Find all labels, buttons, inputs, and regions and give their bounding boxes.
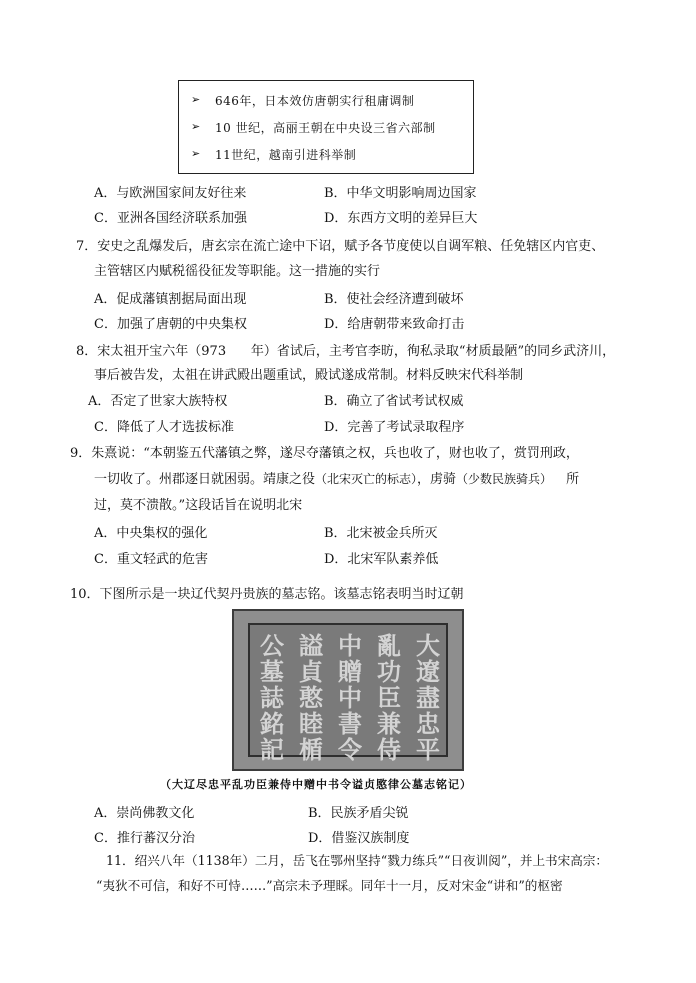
q7-option-a[interactable]: A．促成藩镇割据局面出现 <box>94 292 247 307</box>
q8-stem-line-2: 事后被告发，太祖在讲武殿出题重试，殿试遂成常制。材料反映宋代科举制 <box>94 368 524 383</box>
q11-stem-line-2: “夷狄不可信，和好不可恃……”高宗未予理睬。同年十一月，反对宋金“讲和”的枢密 <box>96 878 563 893</box>
inscription-column-1: 大遼盡忠平 <box>416 631 440 764</box>
q10-option-a[interactable]: A．崇尚佛教文化 <box>94 806 195 821</box>
q9-option-b[interactable]: B．北宋被金兵所灭 <box>324 526 438 541</box>
box-item-3: 11世纪，越南引进科举制 <box>215 148 357 162</box>
q10-option-c[interactable]: C．推行蕃汉分治 <box>94 831 195 846</box>
inscription-column-3: 中贈中書令 <box>338 631 362 764</box>
q10-option-b[interactable]: B．民族矛盾尖锐 <box>308 806 409 821</box>
epitaph-inscription-panel <box>248 623 448 764</box>
q8-option-c[interactable]: C．降低了人才选拔标准 <box>94 420 234 435</box>
q7-option-d[interactable]: D．给唐朝带来致命打击 <box>324 317 465 332</box>
q6-option-c[interactable]: C．亚洲各国经济联系加强 <box>94 211 247 226</box>
epitaph-stone-image <box>232 609 464 771</box>
q6-option-d[interactable]: D．东西方文明的差异巨大 <box>324 211 478 226</box>
q9-stem-line-1: 9．朱熹说：“本朝鉴五代藩镇之弊，遂尽夺藩镇之权，兵也收了，财也收了，赏罚刑政， <box>70 446 579 461</box>
q7-stem-line-1: 7．安史之乱爆发后，唐玄宗在流亡途中下诏，赋予各节度使以自调军粮、任免辖区内官吏、 <box>76 239 605 254</box>
box-item-2: 10 世纪，高丽王朝在中央设三省六部制 <box>215 121 436 135</box>
q8-stem-line-1: 8．宋太祖开宝六年（973 年）省试后，主考官李昉，徇私录取“材质最陋”的同乡武济川， <box>76 344 616 359</box>
box-item-1: 646年，日本效仿唐朝实行租庸调制 <box>215 94 415 108</box>
inscription-column-5: 公墓誌銘記 <box>260 631 284 764</box>
q9-line2-part-b: ，虏骑 <box>417 472 457 487</box>
q9-option-d[interactable]: D．北宋军队素养低 <box>324 552 439 567</box>
q8-option-d[interactable]: D．完善了考试录取程序 <box>324 420 465 435</box>
q10-stem-line-1: 10．下图所示是一块辽代契丹贵族的墓志铭。该墓志铭表明当时辽朝 <box>70 587 464 602</box>
inscription-column-4: 謚貞憨睦楯 <box>299 631 323 764</box>
q9-line2-part-c: 所 <box>566 472 580 487</box>
q10-option-d[interactable]: D．借鉴汉族制度 <box>308 831 410 846</box>
q7-option-c[interactable]: C．加强了唐朝的中央集权 <box>94 317 247 332</box>
q9-option-a[interactable]: A．中央集权的强化 <box>94 526 208 541</box>
q9-line2-part-a: 一切收了。州郡逐日就困弱。靖康之役 <box>94 472 316 487</box>
q8-option-a[interactable]: A．否定了世家大族特权 <box>88 394 228 409</box>
q6-option-a[interactable]: A．与欧洲国家间友好往来 <box>94 186 247 201</box>
q7-stem-line-2: 主管辖区内赋税徭役征发等职能。这一措施的实行 <box>94 264 381 279</box>
q7-option-b[interactable]: B．使社会经济遭到破坏 <box>324 292 464 307</box>
q8-option-b[interactable]: B．确立了省试考试权威 <box>324 394 464 409</box>
q9-stem-line-2 <box>94 468 579 487</box>
q9-stem-line-3: 过，莫不溃散。”这段话旨在说明北宋 <box>94 498 303 513</box>
q9-annotation-1: （北宋灭亡的标志） <box>315 472 418 486</box>
q9-option-c[interactable]: C．重文轻武的危害 <box>94 552 208 567</box>
inscription-column-2: 亂功臣兼侍 <box>377 631 401 764</box>
q6-option-b[interactable]: B．中华文明影响周边国家 <box>324 186 477 201</box>
arrow-bullet-icon: ➢ <box>191 93 201 106</box>
arrow-bullet-icon: ➢ <box>191 147 201 160</box>
quote-box <box>178 80 474 174</box>
q11-stem-line-1: 11．绍兴八年（1138年）二月，岳飞在鄂州坚持“戮力练兵”“日夜训阅”，并上书宋高宗： <box>106 853 609 868</box>
image-caption: （大辽尽忠平乱功臣兼侍中赠中书令谥贞愍律公墓志铭记） <box>160 778 472 791</box>
q9-annotation-2: （少数民族骑兵） <box>456 472 553 486</box>
arrow-bullet-icon: ➢ <box>191 120 201 133</box>
